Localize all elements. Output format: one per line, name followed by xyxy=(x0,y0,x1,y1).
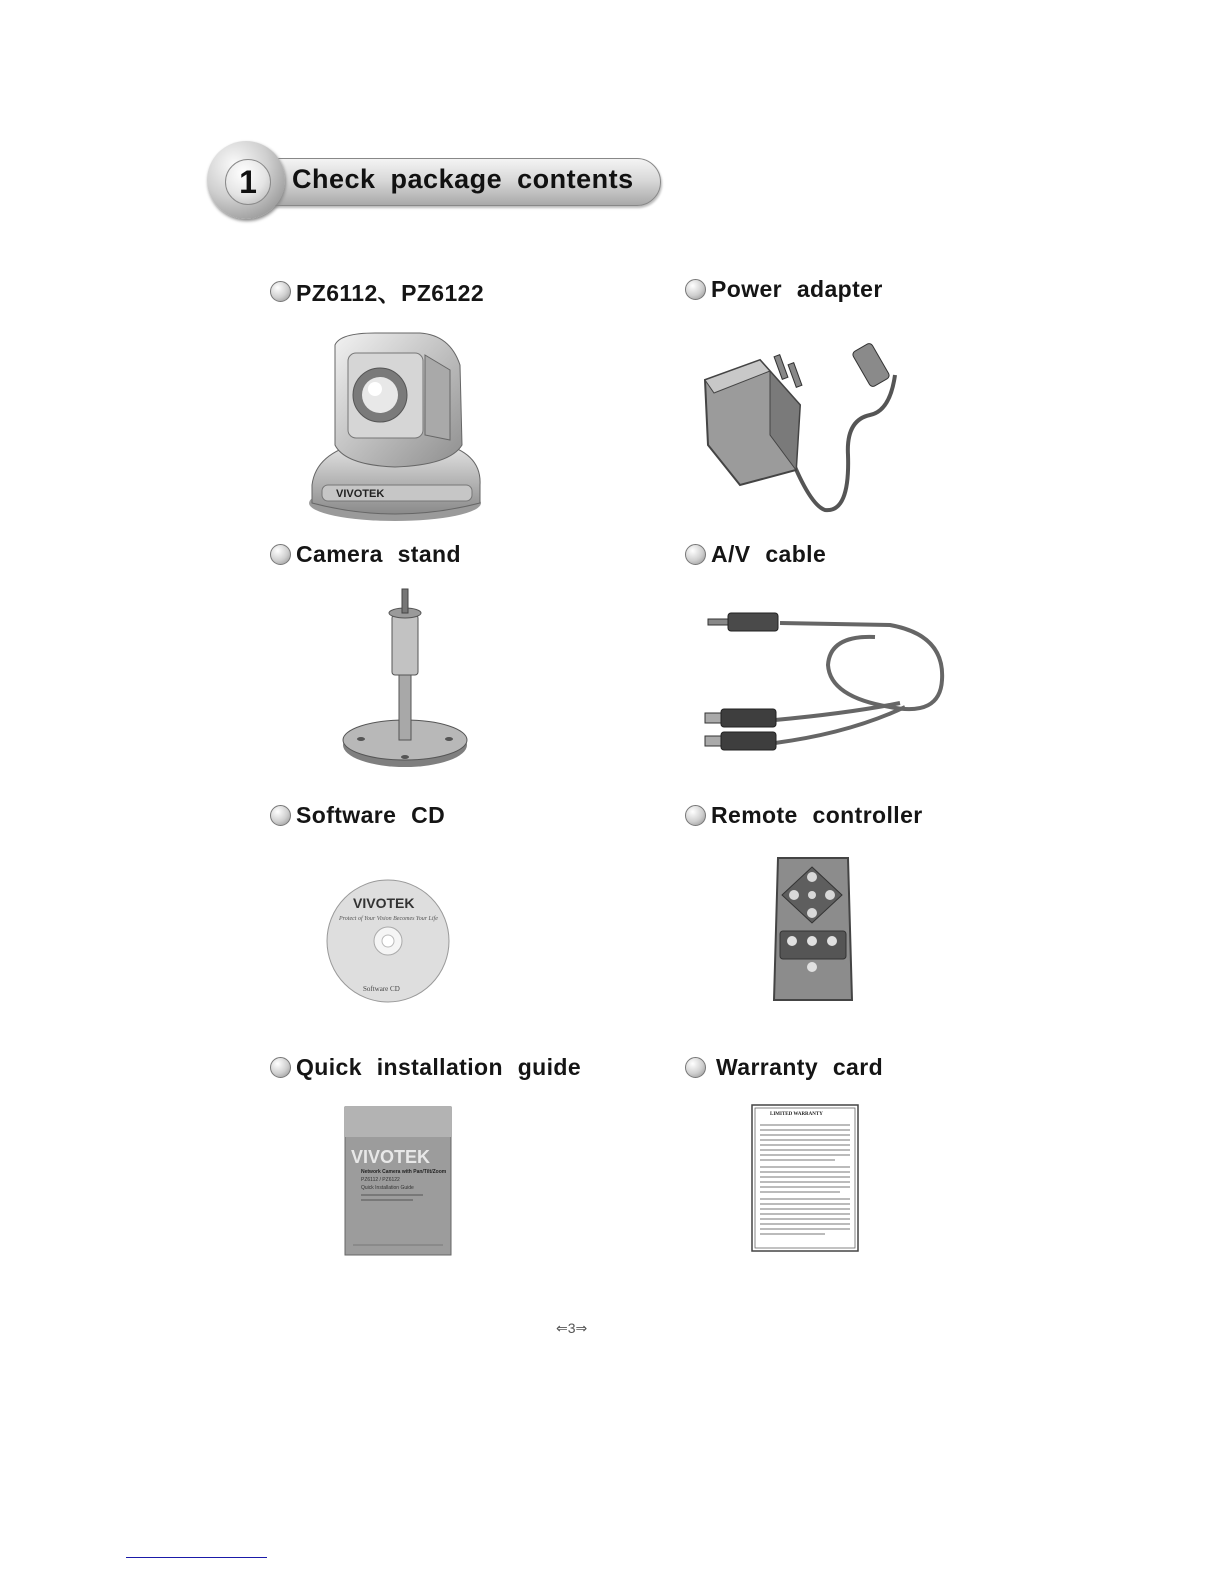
warranty-heading: LIMITED WARRANTY xyxy=(770,1112,823,1117)
item-label-camera xyxy=(270,275,484,308)
step-number: 1 xyxy=(225,159,271,205)
footnote-rule xyxy=(126,1557,267,1558)
item-label-text: Camera stand xyxy=(296,541,461,567)
quick-installation-guide-icon xyxy=(343,1105,455,1260)
bullet-icon xyxy=(270,1057,291,1078)
bullet-icon xyxy=(270,805,291,826)
item-label-text: Quick installation guide xyxy=(296,1054,582,1080)
camera-brand: VIVOTEK xyxy=(336,488,385,500)
item-label-av-cable xyxy=(685,541,826,568)
camera-stand-icon xyxy=(335,585,475,775)
item-label-camera-stand xyxy=(270,541,461,568)
item-label-power-adapter xyxy=(685,276,883,303)
item-label-text: Software CD xyxy=(296,802,446,828)
remote-controller-icon xyxy=(770,855,855,1010)
bullet-icon xyxy=(270,281,291,302)
warranty-card-icon xyxy=(750,1103,862,1255)
network-camera-icon xyxy=(300,325,490,525)
guide-product: Network Camera with Pan/Tilt/Zoom xyxy=(361,1169,447,1175)
guide-brand: VIVOTEK xyxy=(351,1147,431,1167)
item-label-text: Remote controller xyxy=(711,802,923,828)
item-label-warranty-card xyxy=(685,1054,883,1081)
av-cable-icon xyxy=(700,595,950,760)
bullet-icon xyxy=(270,544,291,565)
item-label-text: A/V cable xyxy=(711,541,827,567)
guide-models: PZ6112 / PZ6122 xyxy=(361,1177,400,1183)
software-cd-icon xyxy=(325,878,455,1008)
step-title: Check package contents xyxy=(292,164,634,194)
item-label-quick-guide xyxy=(270,1054,581,1081)
bullet-icon xyxy=(685,544,706,565)
item-label-text: Power adapter xyxy=(711,276,883,302)
bullet-icon xyxy=(685,279,706,300)
guide-title: Quick Installation Guide xyxy=(361,1185,414,1191)
cd-caption: Software CD xyxy=(363,985,400,993)
page-number: ⇐3⇒ xyxy=(556,1320,588,1336)
power-adapter-icon xyxy=(700,335,920,520)
cd-brand: VIVOTEK xyxy=(353,895,415,911)
cd-tagline: Protect of Your Vision Becomes Your Life xyxy=(339,916,438,922)
item-label-remote-controller xyxy=(685,802,923,829)
item-label-text: Warranty card xyxy=(716,1054,884,1080)
bullet-icon xyxy=(685,805,706,826)
item-label-software-cd xyxy=(270,802,445,829)
item-label-text: PZ6112、PZ6122 xyxy=(296,280,485,306)
bullet-icon xyxy=(685,1057,706,1078)
